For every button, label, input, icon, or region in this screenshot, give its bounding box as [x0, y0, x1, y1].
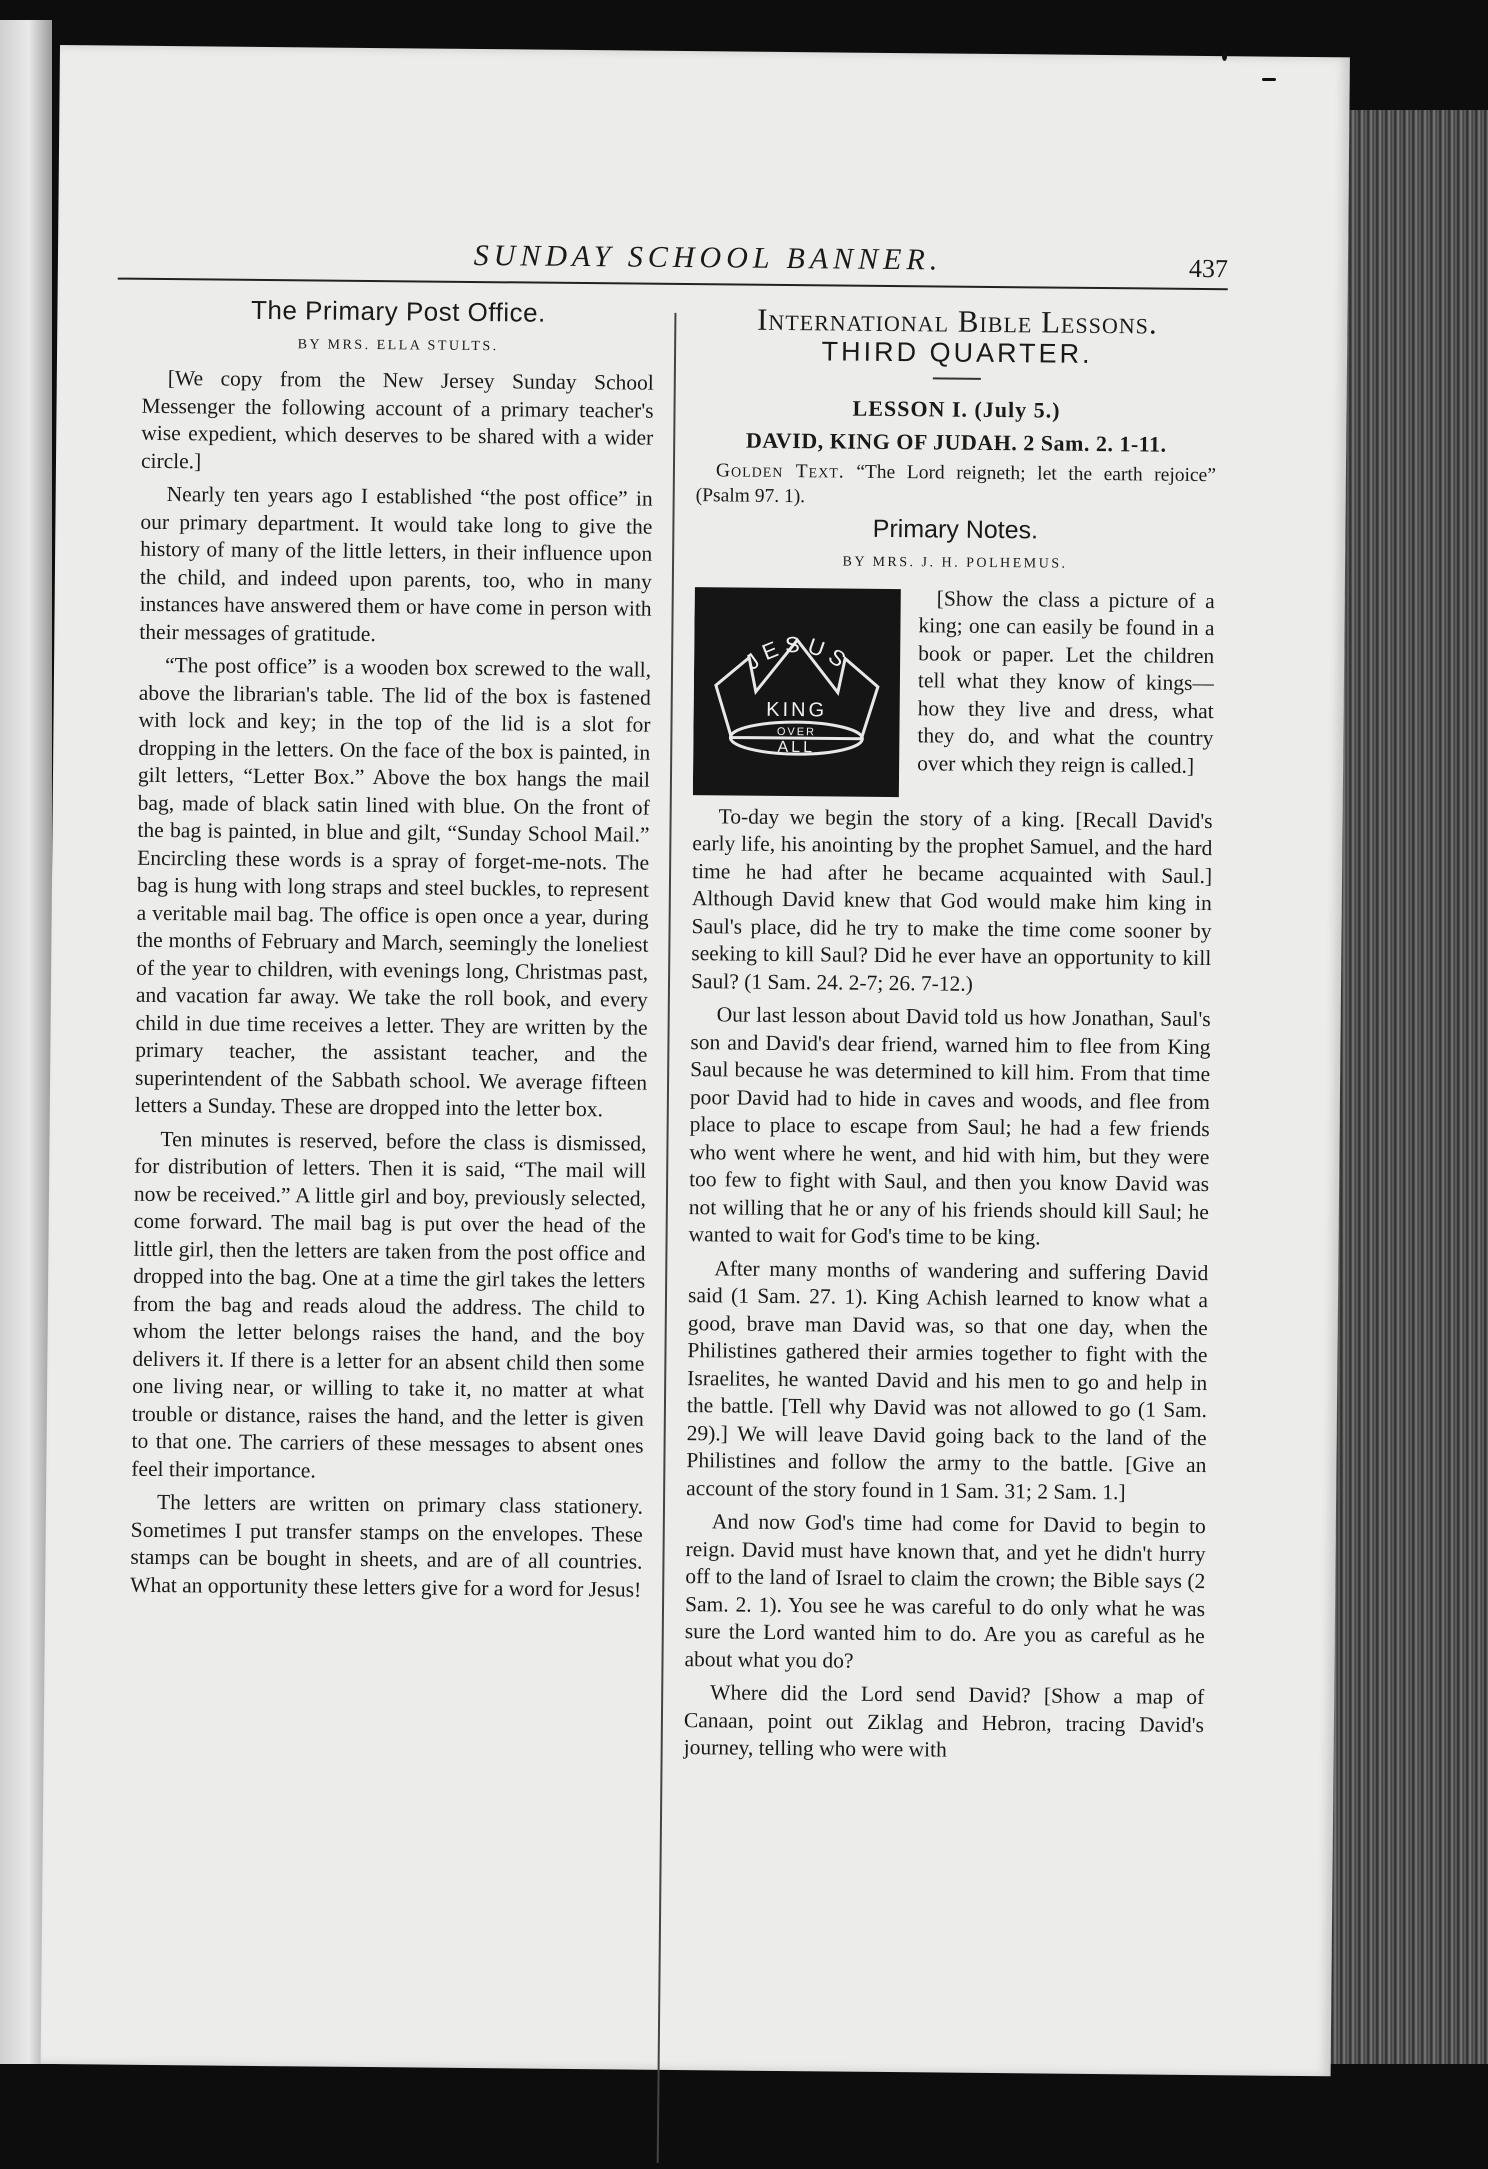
figure-block [693, 583, 1215, 808]
crown-illustration [693, 587, 901, 797]
crown-icon [693, 587, 901, 797]
right-column [683, 301, 1217, 1772]
article-paragraph: The letters are written on primary class stationery. Sometimes I put transfer stamps on the envelopes. These stamps can be bought in sheets, and are of all countries. What an opportunity these letters give for a word for Jesus! [130, 1489, 644, 1602]
crown-word-over: OVER [776, 725, 817, 738]
page-number: 437 [1188, 253, 1229, 284]
lessons-title: International Bible Lessons. [756, 301, 1158, 341]
crown-word-top: JESUS [740, 631, 856, 676]
scan-speck [1222, 52, 1227, 61]
column-divider [657, 313, 677, 2163]
notes-title: Primary Notes. [872, 514, 1039, 544]
article-title: The Primary Post Office. [250, 294, 546, 328]
book-page [41, 45, 1350, 2076]
running-title: SUNDAY SCHOOL BANNER. [473, 238, 943, 277]
crown-word-bottom: ALL [777, 738, 816, 756]
header-rule [118, 278, 1228, 291]
article-paragraph: Nearly ten years ago I established “the post office” in our primary department. It would take long to give the history of many of the little letters, in their influence upon the child, and indeed upon parents, too, who in many instances have answered them or have come in person with their messages of gratitude. [139, 482, 653, 646]
scan-speck [1262, 78, 1276, 81]
lesson-number: LESSON I. (July 5.) [852, 395, 1061, 423]
article-byline: BY MRS. ELLA STULTS. [297, 336, 499, 354]
golden-text [696, 458, 1216, 513]
article-intro: [We copy from the New Jersey Sunday School Messenger the following account of a primary teacher's wise expedient, which deserves to be shared with a wider circle.] [140, 366, 654, 473]
lesson-paragraph: To-day we begin the story of a king. [Recall David's early life, his anointing by the prophet Samuel, and the hard time he had after he became acquainted with Saul.] Although David knew that God would make him king in Saul's place, did he try to make the time come sooner by seeking to kill Saul? Did he ever have an opportunity to kill Saul? (1 Sam. 24. 2-7; 26. 7-12.) [690, 803, 1213, 996]
section-rule [933, 377, 981, 379]
left-column [130, 296, 655, 1610]
book-page-stack [1328, 110, 1488, 2064]
lesson-paragraph: After many months of wandering and suffering David said (1 Sam. 27. 1). King Achish learned to know what a good, brave man David was, so that one day, when the Philistines gathered their armies together to fight with the Israelites, he wanted David and his men to go and help in the battle. [Tell why David was not allowed to go (1 Sam. 29).] We will leave David going back to the land of the Philistines and follow the army to the battle. [Give an account of the story found in 1 Sam. 31; 2 Sam. 1.] [686, 1255, 1209, 1504]
golden-text-body: “The Lord reigneth; let the earth rejoice” (Psalm 97. 1). [695, 461, 1217, 507]
lesson-paragraph: And now God's time had come for David to begin to reign. David must have known that, and yet he didn't hurry off to the land of Israel to claim the crown; the Bible says (2 Sam. 2. 1). You see he was careful to do only what he was sure the Lord wanted him to do. Are you as careful as he about what you do? [684, 1509, 1206, 1673]
lesson-paragraph: Our last lesson about David told us how Jonathan, Saul's son and David's dear friend, warned him to flee from King Saul because he was determined to kill him. From that time poor David had to hide in caves and woods, and flee from place to place to escape from Saul; he had a few friends who went where he went, and hid with him, but they were too few to fight with Saul, and then you know David was not willing that he or any of his friends should kill Saul; he wanted to wait for God's time to be king. [688, 1002, 1211, 1250]
notes-byline: BY MRS. J. H. POLHEMUS. [842, 554, 1068, 572]
page-header [118, 196, 1229, 287]
quarter-heading: THIRD QUARTER. [821, 336, 1093, 369]
crown-word-middle: KING [766, 698, 828, 721]
article-paragraph: Ten minutes is reserved, before the class is dismissed, for distribution of letters. Then it is said, “The mail will now be received.” A little girl and boy, previously selected, come forward. The mail bag is put over the head of the little girl, then the letters are taken from the post office and dropped into the bag. One at a time the girl takes the letters from the bag and reads aloud the address. The child to whom the letter belongs raises the hand, and the boy delivers it. If there is a letter for an absent child then some one living near, or willing to take it, no matter at what trouble or distance, raises the hand, and the letter is given to that one. The carriers of these messages to absent ones feel their importance. [131, 1126, 647, 1483]
article-paragraph: “The post office” is a wooden box screwed to the wall, above the librarian's table. The lid of the box is fastened with lock and key; in the top of the lid is a slot for dropping in the letters. On the face of the box is painted, in gilt letters, “Letter Box.” Above the box hangs the mail bag, made of black satin lined with blue. On the front of the bag is painted, in blue and gilt, “Sunday School Mail.” Encircling these words is a spray of forget-me-nots. The bag is hung with long straps and steel buckles, to represent a veritable mail bag. The office is open once a year, during the months of February and March, seemingly the loneliest of the year to children, with evenings long, Christmas past, and vacation far away. We take the roll book, and every child in due time receives a letter. They are written by the primary teacher, the assistant teacher, and the superintendent of the Sabbath school. We average fifteen letters a Sunday. These are dropped into the letter box. [134, 653, 652, 1122]
lesson-paragraph: Where did the Lord send David? [Show a map of Canaan, point out Ziklag and Hebron, tracing David's journey, telling who were with [683, 1680, 1205, 1762]
lesson-title: DAVID, KING OF JUDAH. 2 Sam. 2. 1-11. [745, 427, 1167, 457]
golden-text-label: Golden Text. [715, 459, 845, 483]
figure-caption-text: [Show the class a picture of a king; one can easily be found in a book or paper. Let the children tell what they know of kings—how they live and dress, what they do, and what the country over which they reign is called.] [917, 585, 1215, 778]
